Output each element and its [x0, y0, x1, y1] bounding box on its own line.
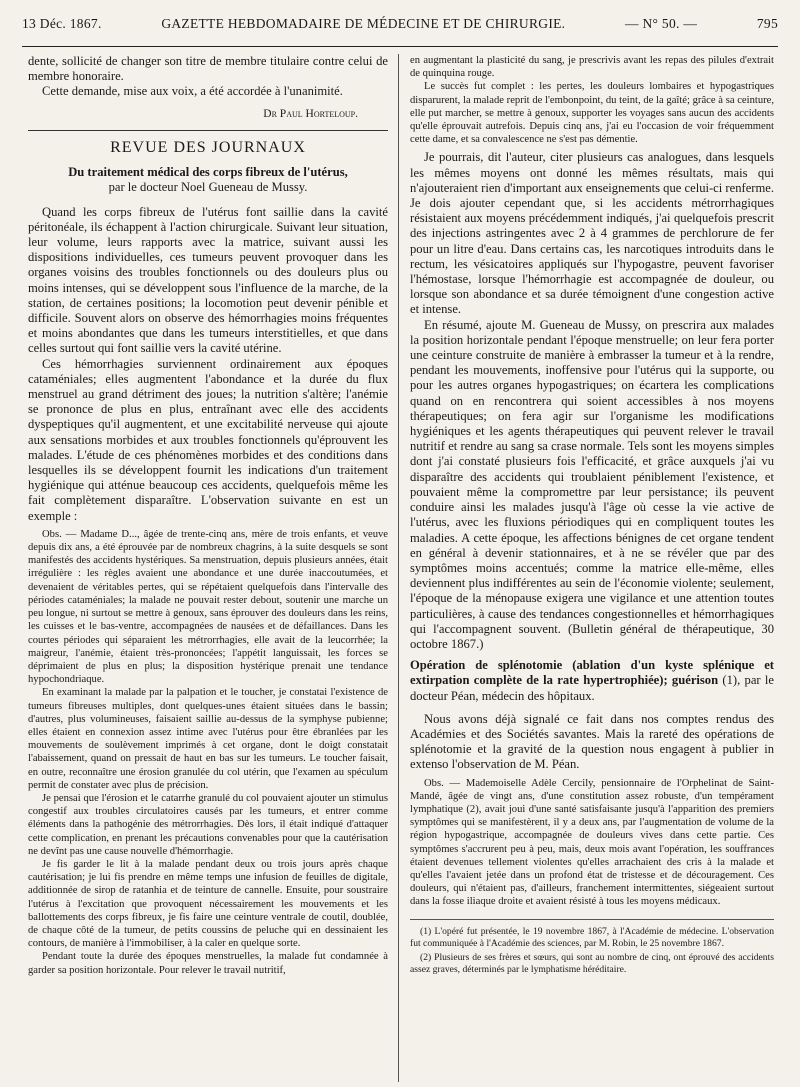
- page-number: 795: [756, 16, 778, 31]
- article-author: par le docteur Noel Gueneau de Mussy.: [108, 179, 308, 194]
- footnotes: [410, 919, 774, 976]
- vote-paragraph: Cette demande, mise aux voix, a été accordée à l'unanimité.: [42, 84, 343, 99]
- section-title: REVUE DES JOURNAUX: [28, 130, 388, 157]
- observation-paragraph: Obs. — Mademoiselle Adèle Cercily, pensionnaire de l'Orphelinat de Saint-Mandé, âgée de vingt ans, d'une constitution assez robuste, d'un tempérament lymphatique (2), avait joui d'une santé satisfaisante jusqu'à l'apparition des premiers symptômes qui se manifestèrent, il y a deux ans, par l'augmentation de volume de la région hypogastrique, accompagnée de douleurs vives dans cette partie. Ces symptômes s'accrurent peu à peu, mais, deux mois avant l'opération, les souffrances étaient devenues tellement violentes qu'elles arrachaient des cris à la malade et qu'elles l'avaient jetée dans un profond état de tristesse et de découragement. Ces douleurs, qui n'étaient pas, d'ailleurs, franchement intermittentes, siégeaient surtout dans la fosse iliaque droite et avaient résisté à tous les moyens médicaux.: [410, 777, 774, 908]
- body-paragraph: En résumé, ajoute M. Gueneau de Mussy, on prescrira aux malades la position horizontale pendant l'époque menstruelle; on leur fera porter une ceinture construite de manière à embrasser la tumeur et à la rendre, pendant les mouvements, inoffensive pour l'utérus qui la supporte, ou pour les autres organes hypogastriques; on écartera les complications quand on en rencontrera qui soient accessibles à nos moyens thérapeutiques; on fera agir sur l'organisme les modifications hygiéniques et les agents thérapeutiques qui peuvent relever le travail nutritif et rendre au sang sa crase normale. Tels sont les moyens simples dont j'ai constaté plusieurs fois l'efficacité, et grâce auxquels j'ai vu disparaître des accidents qui troublaient péniblement l'existence, et pouvaient même la compromettre par leur persistance; ils peuvent conduire ainsi les malades jusqu'à l'âge où cesse la vie active de l'utérus, avec les fluxions périodiques qui en compliquent toutes les maladies. A cette époque, les affections bénignes de cet organe tendent en général à devenir stationnaires, et à ne se révéler que par des symptômes moins accentués; comme la matrice elle-même, elles deviennent plus indifférentes au sein de l'économie violente; seulement, l'époque de la ménopause exigera une vigilance et une attention toutes particulières, à cause des tendances congestionnelles et hémorrhagiques qui l'accompagnent souvent. (Bulletin général de thérapeutique, 30 octobre 1867.): [410, 317, 774, 651]
- article2-title: Opération de splénotomie (ablation d'un kyste splénique et extirpation complète de la rate hypertrophiée); guérison: [410, 658, 774, 688]
- article2-heading: [410, 658, 774, 704]
- article2-byline: (1), par le docteur Péan, médecin des hôpitaux.: [410, 673, 774, 703]
- left-column: [28, 54, 388, 1082]
- observation-paragraph: Je pensai que l'érosion et le catarrhe granulé du col pouvaient ajouter un stimulus congestif aux troubles circulatoires causés par les tumeurs, et entrer comme éléments dans la pathogénie des métrorrhagies. Dès lors, il était indiqué d'attaquer cette complication, en prenant les précautions convenables pour que la cautérisation ne devînt pas une cause nouvelle d'hémorrhagie.: [28, 792, 388, 857]
- footnote: (2) Plusieurs de ses frères et sœurs, qui sont au nombre de cinq, ont éprouvé des accidents assez graves, déterminés par le lymphatisme héréditaire.: [410, 951, 774, 975]
- observation-paragraph: Je fis garder le lit à la malade pendant deux ou trois jours après chaque cautérisation; je lui fis prendre en même temps une infusion de feuilles de digitale, additionnée de sirop de ratanhia et de teinture de cannelle. Ensuite, pour soustraire l'utérus à l'excitation que provoquent nécessairement les mouvements et les ballottements des corps fibreux, je fis faire une ceinture ventrale de coutil, doublée, de chaque côté de la tumeur, de petits coussins de peluche qui en dessinaient les contours, de manière à l'immobiliser, à la caler en quelque sorte.: [28, 858, 388, 950]
- body-paragraph: Nous avons déjà signalé ce fait dans nos comptes rendus des Académies et des Sociétés savantes. Mais la rareté des opérations de splénotomie et la gravité de la question nous engagent à publier in extenso l'observation de M. Péan.: [410, 711, 774, 772]
- observation-paragraph: Pendant toute la durée des époques menstruelles, la malade fut condamnée à garder sa position horizontale. Pour relever le travail nutritif,: [28, 951, 388, 976]
- observation-paragraph: Le succès fut complet : les pertes, les douleurs lombaires et hypogastriques disparurent, la malade reprit de l'embonpoint, du teint, de la gaîté; grâce à sa ceinture, elle put marcher, se mettre à genoux, supporter les voyages sans aucun des accidents qu'elle éprouvait autrefois. Depuis cinq ans, j'ai eu l'occasion de voir fréquemment cette dame, et sa convalescence ne s'est pas démentie.: [410, 81, 774, 146]
- body-paragraph: Quand les corps fibreux de l'utérus font saillie dans la cavité péritonéale, ils échappent à l'action chirurgicale. Suivant leur situation, leur volume, leurs rapports avec la matrice, suivant aussi les dispositions individuelles, ces tumeurs peuvent provoquer dans les organes voisins des troubles fonctionnels ou des douleurs plus ou moins intenses, qui se développent sous l'influence de la marche, de la station, de certaines positions; la locomotion peut devenir pénible et difficile. Souvent alors on observe des hémorrhagies moins fréquentes et moins abondantes que dans les tumeurs interstitielles, et que dans celles surtout qui font saillie vers la cavité utérine.: [28, 204, 388, 356]
- body-paragraph: Ces hémorrhagies surviennent ordinairement aux époques cataméniales; elles augmentent l'abondance et la durée du flux menstruel au grand détriment des joues; la nutrition s'altère; l'anémie se prononce de plus en plus, entraînant avec elle des accidents dyspeptiques qu'il augmentent, et une excitabilité nerveuse qui ajoute aux sensations morbides et aux troubles fonctionnels qu'éprouvent les malades. L'étude de ces phénomènes morbides et des conditions dans lesquelles ils se développent fournit les indications d'un traitement hygiénique qui atténue beaucoup ces accidents, quelquefois même les fait complètement disparaître. L'observation suivante en est un exemple :: [28, 356, 388, 523]
- journal-title: GAZETTE HEBDOMADAIRE DE MÉDECINE ET DE CHIRURGIE.: [161, 16, 566, 31]
- signature: Dr Paul Horteloup.: [263, 107, 358, 120]
- observation-paragraph: Obs. — Madame D..., âgée de trente-cinq ans, mère de trois enfants, et veuve depuis dix ans, a été éprouvée par de nombreux chagrins, à la suite desquels se sont manifestés des accidents hystériques. Sa menstruation, depuis plusieurs années, était irrégulière : les règles avaient une abondance et une durée inaccoutumées, et devenaient de véritables pertes, qui se répétaient quelquefois dans l'intervalle des périodes cataméniales; la malade ne pouvait rester debout, soutenir une marche un peu longue, ni surtout se mettre à genoux, sans éprouver des douleurs dans les reins, les cuisses et le bas-ventre, accompagnées de nausées et de défaillances. Dans les courtes périodes qui séparaient les métrorrhagies, elle avait de la leucorrhée; la maigreur, l'anémie, étaient très-prononcées; l'appétit languissait, les forces se déprimaient de plus en plus; la disposition hystérique prenait une tendance hypochondriaque.: [28, 528, 388, 686]
- issue-date: 13 Déc. 1867.: [22, 16, 102, 31]
- observation-continued: en augmentant la plasticité du sang, je prescrivis avant les repas des pilules d'extrait de quinquina rouge.: [410, 55, 774, 80]
- right-column: [410, 54, 774, 1082]
- page-header: [22, 4, 778, 44]
- article-title: Du traitement médical des corps fibreux de l'utérus,: [68, 164, 348, 179]
- footnote: (1) L'opéré fut présentée, le 19 novembre 1867, à l'Académie de médecine. L'observation fut communiquée à l'Académie des sciences, par M. Robin, le 25 novembre 1867.: [410, 925, 774, 949]
- observation-paragraph: En examinant la malade par la palpation et le toucher, je constatai l'existence de tumeurs fibreuses multiples, dont quelques-unes étaient situées dans le bassin; d'autres, plus volumineuses, faisaient saillie au-dessus de la symphyse pubienne; elles étaient en connexion assez intime avec l'utérus pour être ébranlées par les mouvements de soulèvement imprimés à cet organe, dont le doigt constatait l'abaissement, quand on pressait de haut en bas sur les tumeurs. Le toucher faisait, en outre, reconnaître une érosion granulée du col utérin, que l'examen au spéculum permit de constater avec plus de précision.: [28, 687, 388, 791]
- header-rule: [22, 46, 778, 47]
- article-title-block: [28, 165, 388, 195]
- continued-paragraph: dente, sollicité de changer son titre de membre titulaire contre celui de membre honoraire.: [28, 54, 388, 84]
- body-paragraph: Je pourrais, dit l'auteur, citer plusieurs cas analogues, dans lesquels les mêmes moyens ont donné les mêmes résultats, mais qui n'ajouteraient rien d'important aux enseignements que celui-ci renferme. Je dois ajouter cependant que, si les accidents métrorrhagiques résistaient aux moyens précédemment indiqués, j'ai quelquefois prescrit des injections astringentes avec 2 à 4 grammes de perchlorure de fer pour un litre d'eau. Dans certains cas, les narcotiques introduits dans le rectum, les vésicatoires appliqués sur l'hypogastre, peuvent favoriser l'hémostase, lorsque l'hémorrhagie est accompagnée de douleur, ou lorsque son abondance et sa durée témoignent d'une congestion active et intense.: [410, 150, 774, 317]
- issue-number: — N° 50. —: [625, 16, 698, 31]
- column-divider: [398, 54, 399, 1082]
